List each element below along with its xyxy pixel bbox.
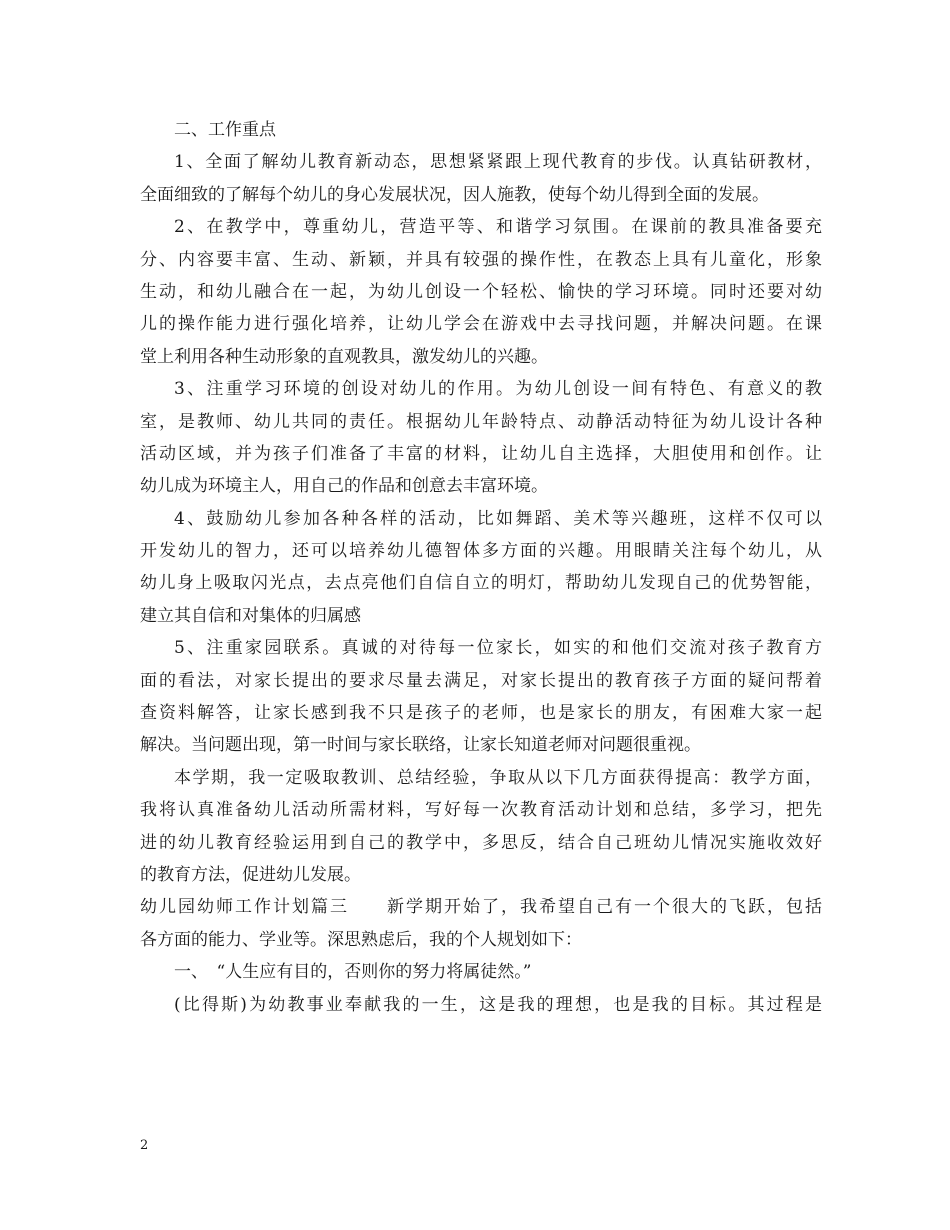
document-body: [140, 114, 822, 1021]
text-line: (比得斯)为幼教事业奉献我的一生，这是我的理想，也是我的目标。其过程是: [174, 994, 822, 1015]
text-line: 生动，和幼儿融合在一起，为幼儿创设一个轻松、愉快的学习环境。同时还要对幼: [140, 281, 822, 302]
text-line: 本学期，我一定吸取教训、总结经验，争取从以下几方面获得提高：教学方面，: [174, 767, 822, 788]
text-line: 分、内容要丰富、生动、新颖，并具有较强的操作性，在教态上具有儿童化，形象: [140, 249, 822, 270]
text-line: 建立其自信和对集体的归属感: [140, 605, 361, 626]
text-line: 解决。当问题出现，第一时间与家长联络，让家长知道老师对问题很重视。: [140, 735, 701, 756]
text-line: 幼儿身上吸取闪光点，去点亮他们自信自立的明灯，帮助幼儿发现自己的优势智能，: [140, 573, 822, 594]
text-line: 的教育方法，促进幼儿发展。: [140, 864, 361, 885]
text-line: 幼儿成为环境主人，用自己的作品和创意去丰富环境。: [140, 476, 548, 497]
text-line: 儿的操作能力进行强化培养，让幼儿学会在游戏中去寻找问题，并解决问题。在课: [140, 314, 822, 335]
text-line: 进的幼儿教育经验运用到自己的教学中，多思反，结合自己班幼儿情况实施收效好: [140, 832, 822, 853]
text-line: 1、全面了解幼儿教育新动态，思想紧紧跟上现代教育的步伐。认真钻研教材，: [174, 152, 822, 173]
text-line: 3、注重学习环境的创设对幼儿的作用。为幼儿创设一间有特色、有意义的教: [174, 379, 822, 400]
text-line: 各方面的能力、学业等。深思熟虑后，我的个人规划如下：: [140, 929, 582, 950]
text-line: 堂上利用各种生动形象的直观教具，激发幼儿的兴趣。: [140, 346, 548, 367]
text-line: 活动区域，并为孩子们准备了丰富的材料，让幼儿自主选择，大胆使用和创作。让: [140, 443, 822, 464]
text-line: 查资料解答，让家长感到我不只是孩子的老师，也是家长的朋友，有困难大家一起: [140, 703, 822, 724]
page-number: 2: [140, 1138, 149, 1153]
text-line: 5、注重家园联系。真诚的对待每一位家长，如实的和他们交流对孩子教育方: [174, 638, 822, 659]
text-line: 我将认真准备幼儿活动所需材料，写好每一次教育活动计划和总结，多学习，把先: [140, 800, 822, 821]
text-line: 2、在教学中，尊重幼儿，营造平等、和谐学习氛围。在课前的教具准备要充: [174, 217, 822, 238]
text-line: 开发幼儿的智力，还可以培养幼儿德智体多方面的兴趣。用眼睛关注每个幼儿，从: [140, 541, 822, 562]
text-line: 面的看法，对家长提出的要求尽量去满足，对家长提出的教育孩子方面的疑问帮着: [140, 670, 822, 691]
text-line: 一、 “人生应有目的，否则你的努力将属徒然。”: [174, 962, 532, 983]
section-heading: 二、工作重点: [174, 120, 276, 140]
text-line: 4、鼓励幼儿参加各种各样的活动，比如舞蹈、美术等兴趣班，这样不仅可以: [174, 508, 822, 529]
text-line: 全面细致的了解每个幼儿的身心发展状况，因人施教，使每个幼儿得到全面的发展。: [140, 184, 769, 205]
text-line: 室，是教师、幼儿共同的责任。根据幼儿年龄特点、动静活动特征为幼儿设计各种: [140, 411, 822, 432]
text-line: 幼儿园幼师工作计划篇三 新学期开始了，我希望自己有一个很大的飞跃，包括: [140, 897, 822, 918]
